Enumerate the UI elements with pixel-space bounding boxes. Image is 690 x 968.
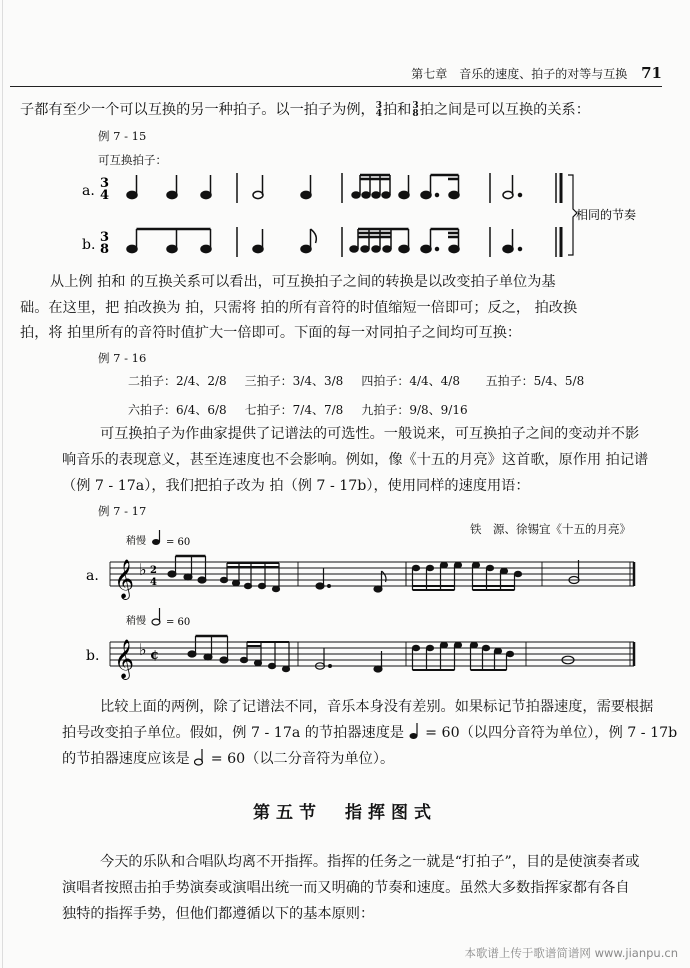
time-sig-bottom: 4 [150, 577, 157, 588]
row-label-b: b. [86, 648, 100, 664]
list-item [361, 393, 485, 422]
item-name: 四拍子： [361, 374, 410, 388]
quarter-note-icon [409, 722, 421, 740]
paragraph-4-line-3 [62, 747, 394, 772]
text: 拍之间是可以互换的关系： [419, 102, 590, 118]
treble-clef-icon: 𝄞 [114, 559, 135, 599]
item-name: 九拍子： [361, 403, 410, 417]
row-label-a: a. [86, 568, 99, 584]
paragraph-intro [20, 98, 670, 123]
time-sig-bottom: 4 [100, 188, 110, 203]
paragraph-4-line-2 [62, 721, 677, 746]
list-item [245, 372, 362, 393]
page-number: 71 [641, 64, 662, 82]
paragraph-2-line-2: 础。在这里，把 拍改换为 拍，只需将 拍的所有音符的时值缩短一倍即可；反之， 拍改换 [20, 300, 578, 316]
text: = 60（以二分音符为单位）。 [210, 751, 395, 767]
metronome-b: = 60 [166, 617, 191, 628]
time-sig-top: 2 [150, 565, 157, 576]
paragraph-2-line-1: 从上例 拍和 的互换关系可以看出，可互换拍子之间的转换是以改变拍子单位为基 [50, 274, 556, 290]
half-note-icon [194, 748, 206, 766]
item-sig: 5/4、5/8 [533, 374, 585, 388]
time-sig-top: 3 [100, 176, 110, 191]
time-sig-3-4: 3 4 [375, 101, 382, 119]
paragraph-3-line-2: 响音乐的表现意义，甚至连速度也不会影响。例如，像《十五的月亮》这首歌，原作用 拍记谱 [62, 452, 649, 468]
item-name: 二拍子： [128, 374, 177, 388]
table-row [128, 372, 602, 393]
rhythm-example-15 [80, 165, 680, 275]
paragraph-5-line-2: 演唱者按照击拍手势演奏或演唱出统一而又明确的节奏和速度。虽然大多数指挥家都有各自 [62, 880, 630, 896]
time-sig-top: 3 [100, 230, 110, 245]
rhythm-b-notes [127, 227, 561, 257]
chapter-title: 第七章 音乐的速度、拍子的对等与互换 [411, 67, 628, 81]
example-label-15: 例 7 - 15 [98, 129, 147, 143]
meter-table [128, 372, 602, 422]
row-label-a: a. [82, 183, 95, 199]
flat-icon: ♭ [139, 560, 147, 579]
text: 拍号改变拍子单位。假如，例 7 - 17a 的节拍器速度是 [62, 725, 405, 741]
item-name: 七拍子： [244, 403, 293, 417]
item-name: 五拍子： [485, 374, 534, 388]
section-heading: 第五节 指挥图式 [253, 803, 437, 823]
item-name: 六拍子： [128, 403, 177, 417]
tempo-marking-a: 稍慢 [126, 536, 146, 547]
text: 子都有至少一个可以互换的另一种拍子。以一拍子为例， [20, 102, 375, 118]
list-item [361, 372, 485, 393]
list-item [486, 372, 603, 393]
paragraph-3-line-3: （例 7 - 17a），我们把拍子改为 拍（例 7 - 17b），使用同样的速度用语： [62, 478, 530, 494]
time-sig-3-8: 3 8 [412, 101, 419, 119]
example-caption-15: 可互换拍子： [98, 153, 167, 167]
text: 的节拍器速度应该是 [62, 751, 190, 767]
list-item [128, 393, 245, 422]
watermark-footer: 本歌谱上传于歌谱简谱网 www.jianpu.cn [464, 946, 678, 960]
row-label-b: b. [82, 237, 96, 253]
header-rule [10, 86, 662, 87]
paragraph-2-line-3: 拍，将 拍里所有的音符时值扩大一倍即可。下面的每一对同拍子之间均可互换： [20, 325, 522, 341]
running-header [411, 64, 662, 82]
item-sig: 7/4、7/8 [292, 403, 344, 417]
score-example-17 [84, 530, 654, 680]
paragraph-5-line-3: 独特的指挥手势，但他们都遵循以下的基本原则： [62, 906, 375, 922]
item-name: 三拍子： [244, 374, 293, 388]
flat-icon: ♭ [139, 640, 147, 659]
song-credit: 铁 源、徐锡宜《十五的月亮》 [470, 522, 631, 536]
item-sig: 2/4、2/8 [176, 374, 227, 388]
quarter-note-icon [152, 530, 160, 545]
example-label-16: 例 7 - 16 [98, 351, 147, 365]
treble-clef-icon: 𝄞 [114, 639, 135, 679]
half-note-icon [152, 608, 160, 625]
item-sig: 6/4、6/8 [176, 403, 227, 417]
item-sig: 4/4、4/8 [409, 374, 460, 388]
example-label-17: 例 7 - 17 [98, 504, 147, 518]
tempo-marking-b: 稍慢 [126, 616, 146, 627]
paragraph-3-line-1: 可互换拍子为作曲家提供了记谱法的可选性。一般说来，可互换拍子之间的变动并不影 [100, 426, 640, 442]
list-item [245, 393, 362, 422]
paragraph-4-line-1: 比较上面的两例，除了记谱法不同，音乐本身没有差别。如果标记节拍器速度，需要根据 [100, 699, 654, 715]
text: = 60（以四分音符为单位），例 7 - 17b [425, 725, 678, 741]
rhythm-a-notes [127, 173, 561, 203]
text: 拍和 [382, 102, 412, 118]
paragraph-5-line-1: 今天的乐队和合唱队均离不开指挥。指挥的任务之一就是“打拍子”，目的是使演奏者或 [100, 854, 640, 870]
metronome-a: = 60 [166, 537, 191, 548]
time-sig-bottom: 8 [100, 242, 110, 257]
list-item [128, 372, 245, 393]
table-row [128, 393, 602, 422]
item-sig: 9/8、9/16 [409, 403, 468, 417]
item-sig: 3/4、3/8 [292, 374, 344, 388]
cut-time-icon: ¢ [150, 648, 160, 663]
brace-note: 相同的节奏 [576, 208, 637, 222]
